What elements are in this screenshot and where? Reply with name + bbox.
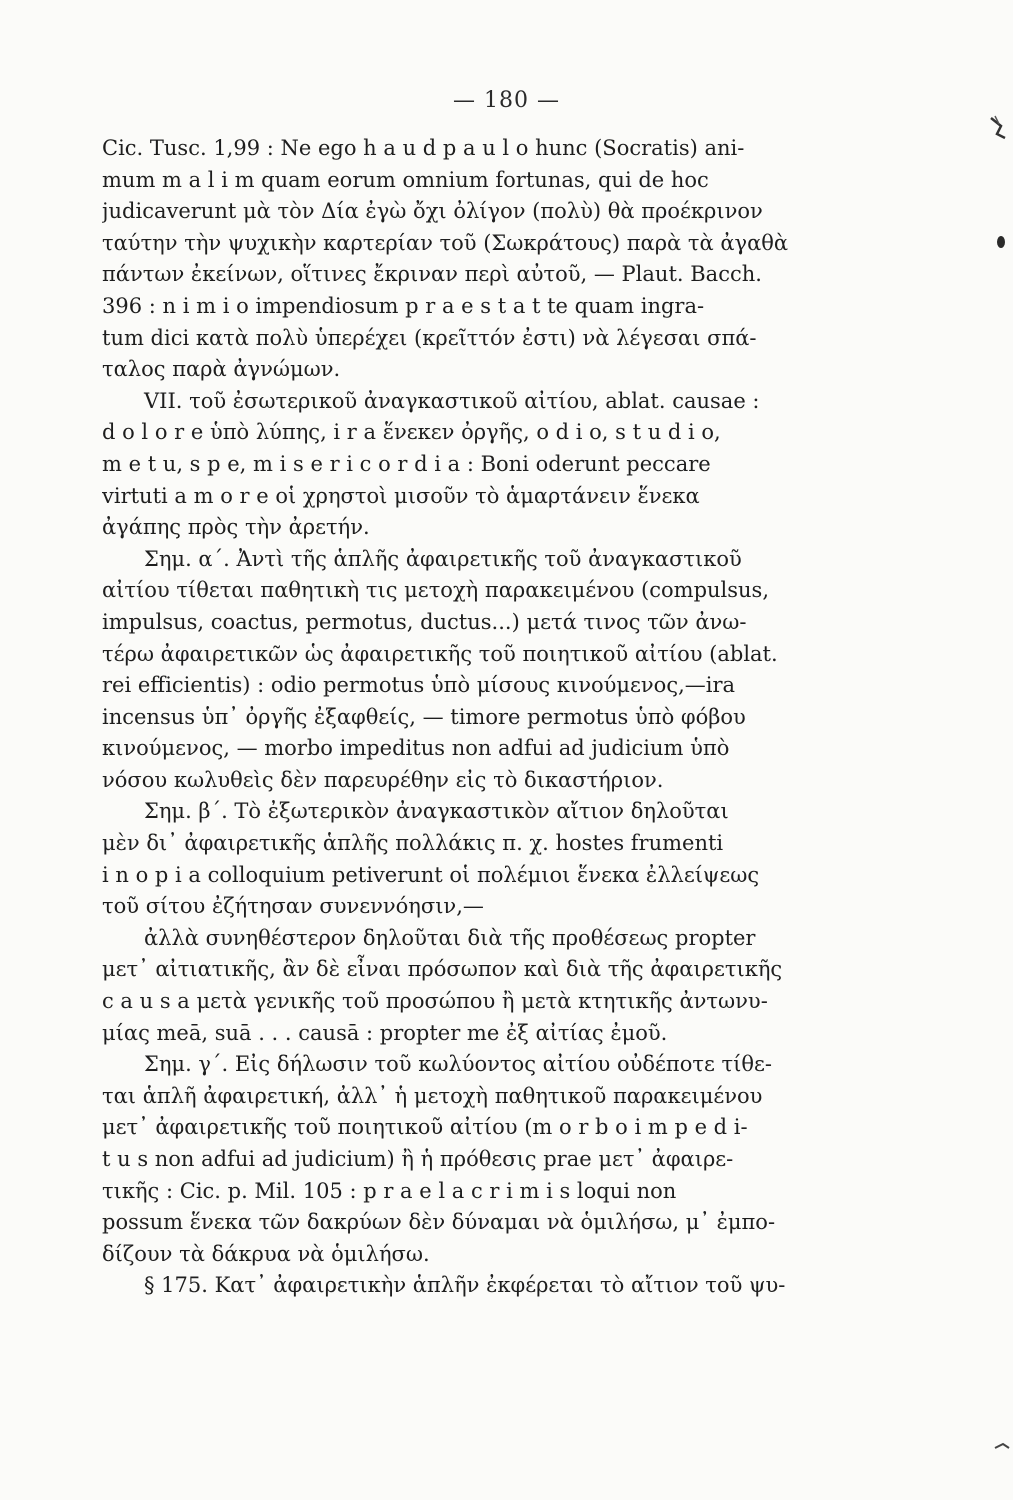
text-line: δίζουν τὰ δάκρυα νὰ ὁμιλήσω.	[102, 1241, 430, 1266]
text-line: κινούμενος, — morbo impeditus non adfui ad judicium ὑπὸ	[102, 736, 730, 761]
text-line: ταύτην τὴν ψυχικὴν καρτερίαν τοῦ (Σωκράτους) παρὰ τὰ ἀγαθὰ	[102, 230, 789, 255]
body-text	[102, 133, 862, 1302]
text-line: ἀγάπης πρὸς τὴν ἀρετήν.	[102, 515, 370, 540]
text-line: πάντων ἐκείνων, οἵτινες ἔκριναν περὶ αὐτοῦ, — Plaut. Bacch.	[102, 262, 762, 287]
text-line: μίας meā, suā . . . causā : propter me ἐξ αἰτίας ἐμοῦ.	[102, 1020, 668, 1045]
text-line: d o l o r e ὑπὸ λύπης, i r a ἕνεκεν ὀργῆς, o d i o, s t u d i o,	[102, 420, 721, 445]
text-line: possum ἕνεκα τῶν δακρύων δὲν δύναμαι νὰ ὁμιλήσω, μ᾽ ἐμπο-	[102, 1210, 776, 1235]
note-heading-line: Σημ. β΄. Τὸ ἐξωτερικὸν ἀναγκαστικὸν αἴτιον δηλοῦται	[144, 799, 729, 824]
text-line: impulsus, coactus, permotus, ductus...) μετά τινος τῶν ἀνω-	[102, 609, 747, 634]
scan-smudge-icon	[987, 112, 1009, 142]
text-line: μετ᾽ αἰτιατικῆς, ἂν δὲ εἶναι πρόσωπον καὶ διὰ τῆς ἀφαιρετικῆς	[102, 957, 783, 982]
text-line: Cic. Tusc. 1,99 : Ne ego h a u d p a u l o hunc (Socratis) ani-	[102, 136, 745, 160]
text-line: αἰτίου τίθεται παθητικὴ τις μετοχὴ παρακειμένου (compulsus,	[102, 578, 770, 603]
text-line: m e t u, s p e, m i s e r i c o r d i a : Boni oderunt peccare	[102, 451, 711, 476]
section-heading-line: VII. τοῦ ἐσωτερικοῦ ἀναγκαστικοῦ αἰτίου, ablat. causae :	[144, 388, 760, 413]
scan-smudge-icon	[993, 1440, 1011, 1454]
text-line: τέρω ἀφαιρετικῶν ὡς ἀφαιρετικῆς τοῦ ποιητικοῦ αἰτίου (ablat.	[102, 641, 778, 666]
text-line: virtuti a m o r e οἱ χρηστοὶ μισοῦν τὸ ἁμαρτάνειν ἕνεκα	[102, 483, 700, 508]
section-heading-line: § 175. Κατ᾽ ἀφαιρετικὴν ἁπλῆν ἐκφέρεται τὸ αἴτιον τοῦ ψυ-	[144, 1273, 786, 1298]
text-line: t u s non adfui ad judicium) ἢ ἡ πρόθεσις prae μετ᾽ ἀφαιρε-	[102, 1147, 734, 1171]
text-line: mum m a l i m quam eorum omnium fortunas, qui de hoc	[102, 167, 709, 192]
text-line: ται ἁπλῆ ἀφαιρετική, ἀλλ᾽ ἡ μετοχὴ παθητικοῦ παρακειμένου	[102, 1083, 763, 1108]
text-line: i n o p i a colloquium petiverunt οἱ πολέμιοι ἕνεκα ἐλλείψεως	[102, 862, 760, 887]
text-line: ταλος παρὰ ἀγνώμων.	[102, 357, 341, 382]
text-line: rei efficientis) : odio permotus ὑπὸ μίσους κινούμενος,—ira	[102, 673, 736, 698]
text-line: τικῆς : Cic. p. Mil. 105 : p r a e l a c r i m i s loqui non	[102, 1178, 677, 1203]
text-line: incensus ὑπ᾽ ὀργῆς ἐξαφθείς, — timore permotus ὑπὸ φόβου	[102, 704, 746, 729]
scan-dot-icon	[991, 232, 1007, 252]
text-line: 396 : n i m i o impendiosum p r a e s t a t te quam ingra-	[102, 293, 705, 318]
text-line: c a u s a μετὰ γενικῆς τοῦ προσώπου ἢ μετὰ κτητικῆς ἀντωνυ-	[102, 989, 768, 1014]
text-line: μὲν δι᾽ ἀφαιρετικῆς ἁπλῆς πολλάκις π. χ. hostes frumenti	[102, 831, 724, 856]
text-line: tum dici κατὰ πολὺ ὑπερέχει (κρεῖττόν ἐστι) νὰ λέγεσαι σπά-	[102, 325, 757, 350]
text-line: μετ᾽ ἀφαιρετικῆς τοῦ ποιητικοῦ αἰτίου (m o r b o i m p e d i-	[102, 1115, 748, 1140]
text-line: judicaverunt μὰ τὸν Δία ἐγὼ ὄχι ὀλίγον (πολὺ) θὰ προέκρινον	[102, 199, 763, 224]
text-line: νόσου κωλυθεὶς δὲν παρευρέθην εἰς τὸ δικαστήριον.	[102, 767, 664, 792]
note-heading-line: Σημ. γ΄. Εἰς δήλωσιν τοῦ κωλύοντος αἰτίου οὐδέποτε τίθε-	[144, 1052, 773, 1077]
text-line: τοῦ σίτου ἐζήτησαν συνεννόησιν,—	[102, 894, 484, 919]
note-heading-line: Σημ. α΄. Ἀντὶ τῆς ἁπλῆς ἀφαιρετικῆς τοῦ ἀναγκαστικοῦ	[144, 546, 742, 571]
text-line: ἀλλὰ συνηθέστερον δηλοῦται διὰ τῆς προθέσεως propter	[144, 925, 756, 950]
page-number: — 180 —	[453, 88, 560, 113]
